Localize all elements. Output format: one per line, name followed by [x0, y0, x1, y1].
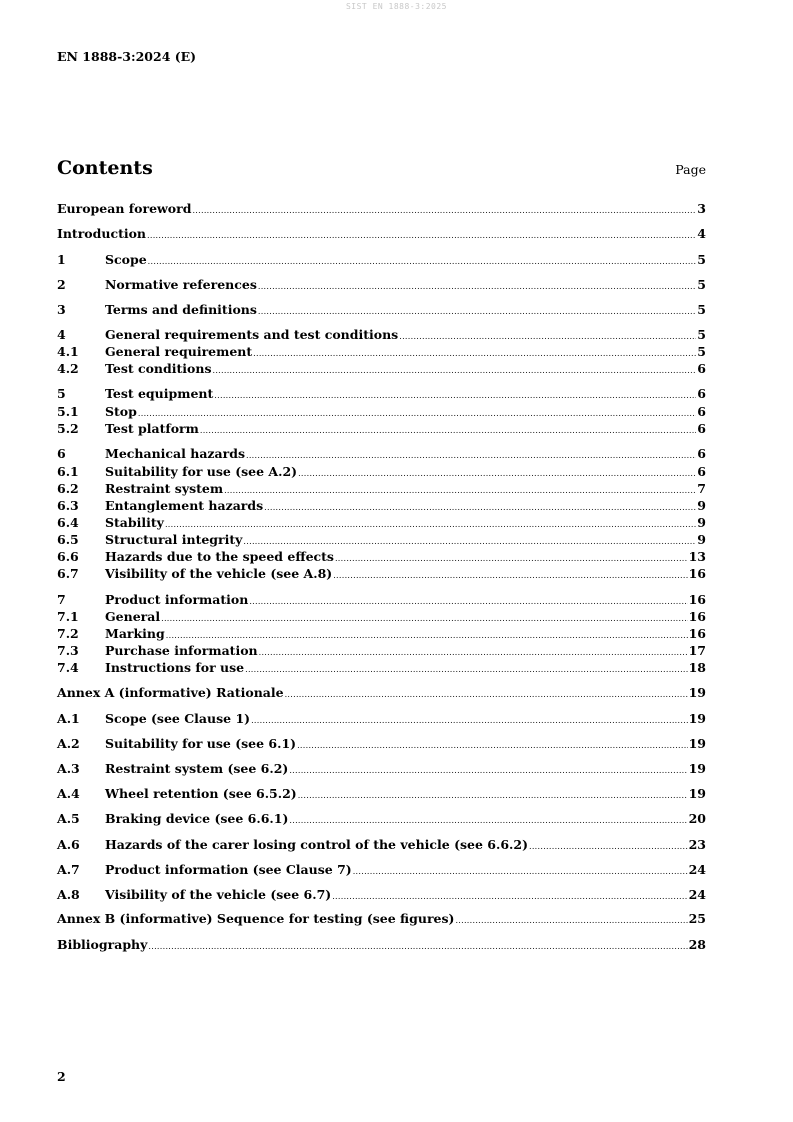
toc-entry[interactable] — [57, 609, 706, 626]
toc-entry-title: Product information — [105, 592, 249, 607]
toc-entry-title: Suitability for use (see A.2) — [105, 464, 298, 479]
toc-entry-title: Braking device (see 6.6.1) — [105, 811, 289, 826]
toc-leader-dots — [147, 231, 696, 240]
toc-entry[interactable] — [57, 252, 706, 269]
toc-leader-dots — [298, 791, 688, 800]
toc-entry-title: Marking — [105, 626, 165, 641]
toc-entry-page: 6 — [697, 361, 706, 376]
toc-entry-number: 7 — [57, 592, 66, 607]
toc-entry-title: Suitability for use (see 6.1) — [105, 736, 297, 751]
toc-entry[interactable] — [57, 685, 706, 702]
toc-entry[interactable] — [57, 862, 706, 879]
toc-entry[interactable] — [57, 404, 706, 421]
toc-leader-dots — [289, 816, 687, 825]
toc-entry-page: 20 — [688, 811, 706, 826]
toc-entry-title: General requirements and test conditions — [105, 327, 399, 342]
toc-entry-number: 4 — [57, 327, 66, 342]
toc-entry-title: Instructions for use — [105, 660, 245, 675]
toc-entry-page: 25 — [688, 911, 706, 926]
toc-entry-title: Annex B (informative) Sequence for testing (see figures) — [57, 911, 455, 926]
toc-entry[interactable] — [57, 344, 706, 361]
toc-entry-page: 16 — [688, 626, 706, 641]
toc-entry[interactable] — [57, 592, 706, 609]
toc-entry[interactable] — [57, 464, 706, 481]
toc-entry-page: 7 — [697, 481, 706, 496]
toc-leader-dots — [213, 366, 697, 375]
toc-entry-title: Stability — [105, 515, 164, 530]
toc-entry-title: General — [105, 609, 161, 624]
toc-entry-page: 19 — [688, 685, 706, 700]
toc-leader-dots — [249, 597, 687, 606]
toc-entry[interactable] — [57, 226, 706, 243]
toc-entry-title: Hazards of the carer losing control of the vehicle (see 6.6.2) — [105, 837, 528, 852]
toc-entry-page: 6 — [697, 386, 706, 401]
toc-leader-dots — [399, 332, 696, 341]
toc-entry-number: A.1 — [57, 711, 80, 726]
toc-entry[interactable] — [57, 736, 706, 753]
toc-entry-page: 6 — [697, 421, 706, 436]
toc-entry[interactable] — [57, 811, 706, 828]
toc-entry-title: Structural integrity — [105, 532, 243, 547]
toc-leader-dots — [251, 716, 688, 725]
toc-entry-page: 18 — [688, 660, 706, 675]
toc-entry[interactable] — [57, 887, 706, 904]
toc-leader-dots — [245, 665, 687, 674]
toc-entry-number: 6.2 — [57, 481, 79, 496]
toc-leader-dots — [243, 537, 696, 546]
toc-entry[interactable] — [57, 277, 706, 294]
toc-entry-page: 17 — [688, 643, 706, 658]
toc-leader-dots — [214, 391, 696, 400]
document-id: EN 1888-3:2024 (E) — [57, 49, 197, 64]
toc-entry-title: General requirement — [105, 344, 253, 359]
toc-entry-number: 2 — [57, 277, 66, 292]
toc-leader-dots — [161, 614, 687, 623]
toc-leader-dots — [285, 690, 688, 699]
toc-entry-page: 5 — [697, 302, 706, 317]
toc-entry-title: Restraint system (see 6.2) — [105, 761, 289, 776]
toc-entry-title: Mechanical hazards — [105, 446, 245, 461]
toc-leader-dots — [224, 486, 696, 495]
toc-entry-title: Test conditions — [105, 361, 212, 376]
toc-entry-number: A.7 — [57, 862, 80, 877]
contents-title: Contents — [57, 157, 153, 179]
toc-leader-dots — [289, 766, 687, 775]
toc-entry-number: 6.5 — [57, 532, 79, 547]
toc-entry-page: 9 — [697, 515, 706, 530]
toc-entry-number: 6.4 — [57, 515, 79, 530]
toc-entry-page: 23 — [688, 837, 706, 852]
toc-entry-number: A.3 — [57, 761, 80, 776]
toc-entry[interactable] — [57, 566, 706, 583]
toc-entry-title: European foreword — [57, 201, 192, 216]
toc-entry-number: 6.3 — [57, 498, 79, 513]
toc-entry-title: Test equipment — [105, 386, 214, 401]
toc-entry[interactable] — [57, 302, 706, 319]
toc-entry-number: 4.1 — [57, 344, 79, 359]
toc-entry[interactable] — [57, 481, 706, 498]
toc-entry[interactable] — [57, 937, 706, 954]
toc-entry-title: Terms and definitions — [105, 302, 257, 317]
toc-entry-page: 6 — [697, 464, 706, 479]
toc-leader-dots — [246, 451, 696, 460]
toc-leader-dots — [148, 257, 697, 266]
toc-entry-page: 6 — [697, 446, 706, 461]
toc-leader-dots — [166, 631, 688, 640]
toc-entry[interactable] — [57, 643, 706, 660]
toc-entry-page: 19 — [688, 761, 706, 776]
toc-entry[interactable] — [57, 327, 706, 344]
toc-entry-number: 6.1 — [57, 464, 79, 479]
toc-entry-number: 6.6 — [57, 549, 79, 564]
toc-entry-page: 5 — [697, 252, 706, 267]
toc-entry-page: 19 — [688, 736, 706, 751]
toc-entry-number: 7.2 — [57, 626, 79, 641]
toc-entry[interactable] — [57, 498, 706, 515]
toc-entry[interactable] — [57, 515, 706, 532]
toc-leader-dots — [258, 307, 696, 316]
toc-entry-page: 16 — [688, 566, 706, 581]
toc-leader-dots — [148, 942, 687, 951]
toc-entry-number: 7.4 — [57, 660, 79, 675]
toc-leader-dots — [332, 892, 687, 901]
toc-entry-title: Visibility of the vehicle (see 6.7) — [105, 887, 332, 902]
toc-leader-dots — [165, 520, 696, 529]
toc-entry-title: Normative references — [105, 277, 257, 292]
toc-entry-number: 4.2 — [57, 361, 79, 376]
toc-entry[interactable] — [57, 386, 706, 403]
toc-entry-title: Visibility of the vehicle (see A.8) — [105, 566, 333, 581]
toc-entry-page: 13 — [688, 549, 706, 564]
toc-entry-page: 28 — [688, 937, 706, 952]
toc-entry-number: A.5 — [57, 811, 80, 826]
toc-entry-page: 24 — [688, 862, 706, 877]
toc-leader-dots — [353, 867, 688, 876]
toc-entry-number: 5.2 — [57, 421, 79, 436]
toc-entry-number: A.8 — [57, 887, 80, 902]
toc-entry[interactable] — [57, 911, 706, 928]
toc-entry[interactable] — [57, 660, 706, 677]
toc-entry[interactable] — [57, 446, 706, 463]
toc-entry-title: Purchase information — [105, 643, 258, 658]
toc-entry-title: Test platform — [105, 421, 199, 436]
toc-entry-number: 6 — [57, 446, 66, 461]
toc-entry-page: 5 — [697, 327, 706, 342]
toc-entry-number: 7.1 — [57, 609, 79, 624]
toc-leader-dots — [455, 916, 687, 925]
page-column-label: Page — [675, 162, 706, 177]
toc-entry-title: Scope — [105, 252, 147, 267]
toc-entry-page: 4 — [697, 226, 706, 241]
toc-leader-dots — [138, 409, 696, 418]
toc-entry[interactable] — [57, 549, 706, 566]
toc-leader-dots — [259, 648, 688, 657]
page-number: 2 — [57, 1069, 66, 1084]
toc-entry-title: Hazards due to the speed effects — [105, 549, 334, 564]
toc-leader-dots — [253, 349, 696, 358]
toc-entry[interactable] — [57, 532, 706, 549]
toc-leader-dots — [192, 206, 696, 215]
toc-entry-page: 9 — [697, 498, 706, 513]
toc-entry[interactable] — [57, 421, 706, 438]
toc-entry-number: A.6 — [57, 837, 80, 852]
toc-entry-page: 16 — [688, 592, 706, 607]
watermark: SIST EN 1888-3:2025 — [345, 2, 447, 11]
toc-entry-title: Stop — [105, 404, 137, 419]
toc-leader-dots — [264, 503, 696, 512]
toc-entry-page: 6 — [697, 404, 706, 419]
toc-entry-page: 19 — [688, 711, 706, 726]
toc-entry-title: Entanglement hazards — [105, 498, 264, 513]
toc-entry-page: 3 — [697, 201, 706, 216]
toc-entry-number: 1 — [57, 252, 66, 267]
toc-entry[interactable] — [57, 837, 706, 854]
toc-entry-page: 24 — [688, 887, 706, 902]
toc-entry-number: 7.3 — [57, 643, 79, 658]
toc-entry-title: Restraint system — [105, 481, 224, 496]
toc-entry-page: 5 — [697, 277, 706, 292]
toc-leader-dots — [298, 469, 696, 478]
toc-leader-dots — [333, 571, 687, 580]
toc-entry-page: 19 — [688, 786, 706, 801]
toc-entry-title: Product information (see Clause 7) — [105, 862, 352, 877]
toc-entry[interactable] — [57, 626, 706, 643]
toc-entry-page: 16 — [688, 609, 706, 624]
toc-entry-number: 5.1 — [57, 404, 79, 419]
toc-entry-title: Scope (see Clause 1) — [105, 711, 251, 726]
toc-entry-title: Bibliography — [57, 937, 148, 952]
toc-leader-dots — [258, 282, 696, 291]
toc-entry[interactable] — [57, 361, 706, 378]
toc-entry[interactable] — [57, 711, 706, 728]
toc-entry-page: 9 — [697, 532, 706, 547]
toc-entry-number: A.2 — [57, 736, 80, 751]
toc-entry[interactable] — [57, 761, 706, 778]
toc-leader-dots — [200, 426, 696, 435]
toc-entry-number: A.4 — [57, 786, 80, 801]
toc-entry-number: 5 — [57, 386, 66, 401]
toc-entry[interactable] — [57, 786, 706, 803]
toc-leader-dots — [297, 741, 688, 750]
toc-leader-dots — [529, 842, 688, 851]
toc-entry-number: 6.7 — [57, 566, 79, 581]
toc-leader-dots — [335, 554, 688, 563]
toc-entry-title: Wheel retention (see 6.5.2) — [105, 786, 297, 801]
toc-entry[interactable] — [57, 201, 706, 218]
toc-entry-page: 5 — [697, 344, 706, 359]
toc-entry-title: Introduction — [57, 226, 147, 241]
toc-entry-title: Annex A (informative) Rationale — [57, 685, 284, 700]
toc-entry-number: 3 — [57, 302, 66, 317]
